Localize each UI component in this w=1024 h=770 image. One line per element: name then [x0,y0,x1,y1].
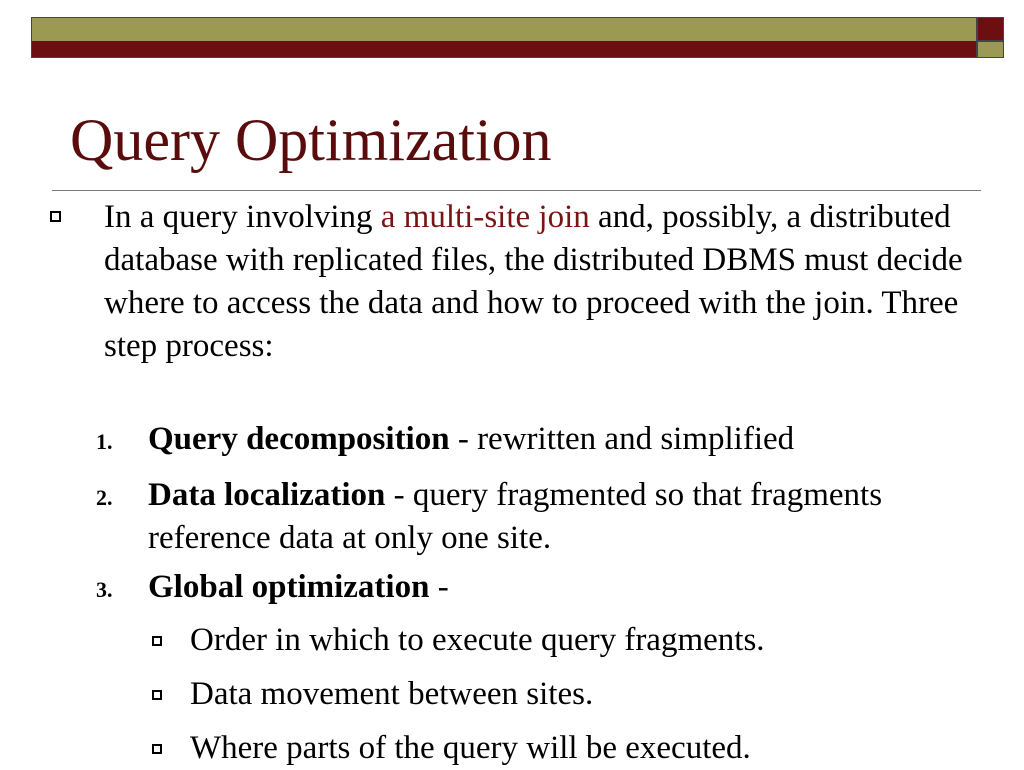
intro-text-after: and, possibly, a distributed database with replicated files, the distributed DBMS must decide where to access the data and how to proceed with the join. Three step process: [104,199,963,364]
square-bullet-icon [152,636,162,646]
step-desc: - [429,569,449,605]
sub-bullet-text: Data movement between sites. [190,676,594,712]
step-number: 2. [96,485,113,510]
slide-title: Query Optimization [70,107,552,173]
header-corner-olive [977,41,1004,58]
intro-text-before: In a query involving [104,199,381,235]
square-bullet-icon [152,744,162,754]
step-text [148,566,968,609]
step-term: Data localization [148,477,386,513]
step-text [148,474,968,560]
header-band-olive [31,17,977,41]
step-number: 3. [96,577,113,602]
step-number: 1. [96,429,113,454]
intro-paragraph [104,196,984,368]
step-term: Query decomposition [148,421,450,457]
step-desc: - rewritten and simplified [449,421,795,457]
header-band-maroon [31,41,977,58]
square-bullet-icon [152,690,162,700]
square-bullet-icon [50,211,61,222]
step-desc: - query fragmented so that fragments reference data at only one site. [148,477,883,556]
step-term: Global optimization [148,569,430,605]
header-corner-maroon [977,17,1004,41]
intro-highlight: a multi-site join [380,199,590,235]
sub-bullet-text: Order in which to execute query fragments. [190,622,765,658]
title-divider [52,190,981,191]
step-text [148,418,968,461]
sub-bullet-text: Where parts of the query will be executed. [190,730,751,766]
